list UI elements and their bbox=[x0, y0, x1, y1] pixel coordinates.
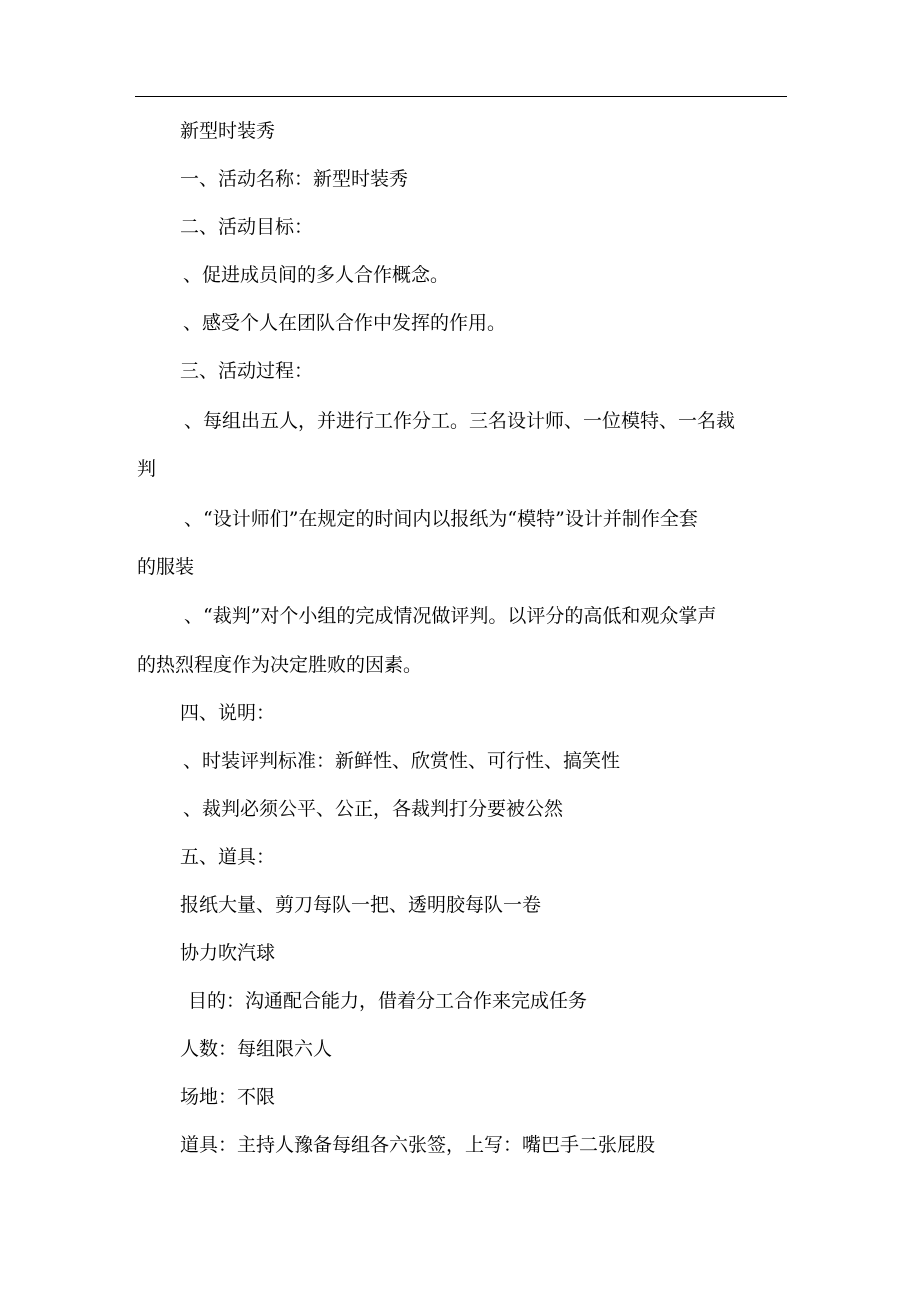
section-heading-notes: 四、说明： bbox=[180, 702, 276, 724]
game-purpose: 目的：沟通配合能力，借着分工合作来完成任务 bbox=[188, 990, 588, 1012]
header-rule bbox=[135, 96, 787, 97]
section-heading-goals: 二、活动目标： bbox=[180, 216, 314, 238]
section-heading-props: 五、道具： bbox=[180, 846, 276, 868]
document-title: 新型时装秀 bbox=[180, 120, 276, 142]
process-item-2-line1: 、“设计师们”在规定的时间内以报纸为“模特”设计并制作全套 bbox=[184, 508, 698, 530]
props-list: 报纸大量、剪刀每队一把、透明胶每队一卷 bbox=[180, 894, 542, 916]
section-heading-process: 三、活动过程： bbox=[180, 360, 314, 382]
process-item-1-line1: 、每组出五人，并进行工作分工。三名设计师、一位模特、一名裁 bbox=[184, 410, 736, 432]
note-item-2: 、裁判必须公平、公正，各裁判打分要被公然 bbox=[183, 798, 564, 820]
process-item-3-line1: 、“裁判”对个小组的完成情况做评判。以评分的高低和观众掌声 bbox=[184, 605, 717, 627]
process-item-3-line2: 的热烈程度作为决定胜败的因素。 bbox=[137, 654, 423, 676]
goal-item-2: 、感受个人在团队合作中发挥的作用。 bbox=[183, 312, 507, 334]
game-venue: 场地：不限 bbox=[180, 1086, 276, 1108]
game-players: 人数：每组限六人 bbox=[180, 1038, 333, 1060]
game-props: 道具：主持人豫备每组各六张签，上写：嘴巴手二张屁股 bbox=[180, 1134, 656, 1156]
process-item-2-line2: 的服装 bbox=[137, 556, 195, 578]
game-title: 协力吹汽球 bbox=[180, 942, 276, 964]
process-item-1-line2: 判 bbox=[137, 458, 157, 480]
note-item-1: 、时装评判标准：新鲜性、欣赏性、可行性、搞笑性 bbox=[183, 750, 621, 772]
goal-item-1: 、促进成员间的多人合作概念。 bbox=[183, 264, 450, 286]
section-heading-name: 一、活动名称：新型时装秀 bbox=[180, 168, 409, 190]
